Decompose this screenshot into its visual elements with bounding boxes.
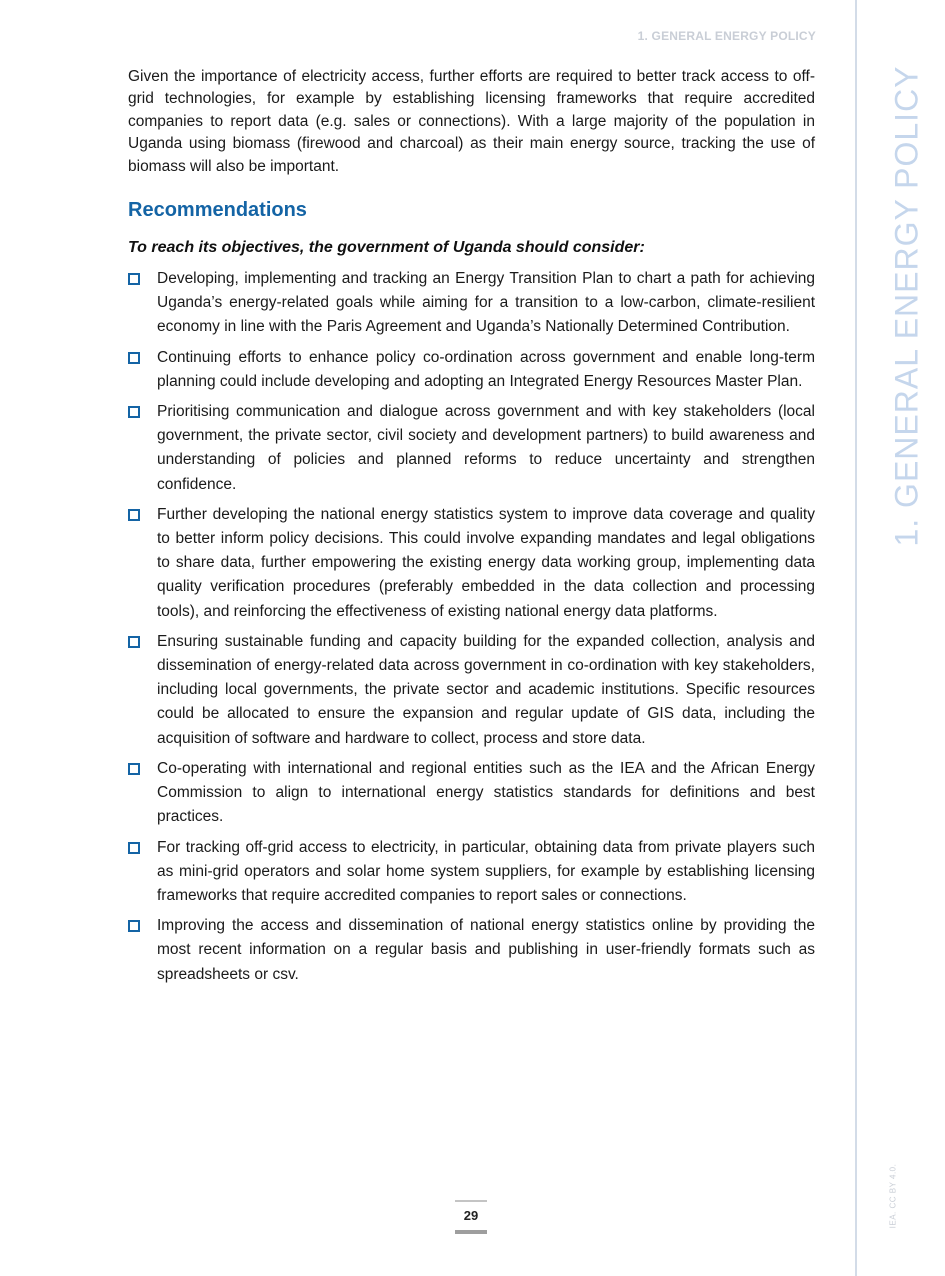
recommendation-text: Prioritising communication and dialogue across government and with key stakeholders (local government, the private sector, civil society and development partners) to build awareness and understanding of policies and planned reforms to reduce uncertainty and strengthen confidence. bbox=[157, 403, 815, 493]
recommendation-item bbox=[128, 914, 815, 987]
square-bullet-icon bbox=[128, 842, 140, 854]
side-divider bbox=[855, 0, 857, 1276]
recommendation-text: Improving the access and dissemination of national energy statistics online by providing the most recent information on a regular basis and publishing in user-friendly formats such as spreadsheets or csv. bbox=[157, 917, 815, 983]
recommendation-text: Co-operating with international and regional entities such as the IEA and the African Energy Commission to align to international energy statistics standards for definitions and best practices. bbox=[157, 759, 815, 826]
recommendations-list bbox=[128, 267, 815, 987]
license-note: IEA. CC BY 4.0. bbox=[888, 1163, 898, 1229]
recommendation-text: For tracking off-grid access to electricity, in particular, obtaining data from private players such as mini-grid operators and solar home system suppliers, for example by establishing licensing frameworks that require accredited companies to report sales or connections. bbox=[157, 838, 815, 904]
square-bullet-icon bbox=[128, 636, 140, 648]
square-bullet-icon bbox=[128, 273, 140, 285]
intro-paragraph: Given the importance of electricity access, further efforts are required to better track access to off-grid technologies, for example by establishing licensing frameworks that require accredited companies to report data (e.g. sales or connections). With a large majority of the population in Uganda using biomass (firewood and charcoal) as their main energy source, tracking the use of biomass will also be important. bbox=[128, 68, 815, 175]
recommendation-text: Ensuring sustainable funding and capacity building for the expanded collection, analysis and dissemination of energy-related data across government in co-ordination with key stakeholders, including local governments, the private sector and academic institutions. Specific resources could be allocated to ensure the expansion and regular update of GIS data, including the acquisition of software and hardware to collect, process and store data. bbox=[157, 632, 815, 747]
recommendation-item bbox=[128, 400, 815, 497]
page-content bbox=[128, 66, 815, 993]
recommendations-heading: Recommendations bbox=[128, 199, 307, 222]
page-number: 29 bbox=[455, 1200, 487, 1234]
square-bullet-icon bbox=[128, 352, 140, 364]
square-bullet-icon bbox=[128, 920, 140, 932]
recommendation-item bbox=[128, 630, 815, 751]
recommendation-item bbox=[128, 346, 815, 394]
recommendation-text: Further developing the national energy statistics system to improve data coverage and quality to better inform policy decisions. This could involve expanding mandates and legal obligations to share data, further empowering the existing energy data working group, implementing data quality verification procedures (preferably embedded in the data collection and processing tools), and reinforcing the effectiveness of existing national energy data platforms. bbox=[157, 505, 815, 620]
running-header: 1. GENERAL ENERGY POLICY bbox=[637, 29, 816, 43]
square-bullet-icon bbox=[128, 406, 140, 418]
recommendation-item bbox=[128, 267, 815, 340]
square-bullet-icon bbox=[128, 763, 140, 775]
recommendation-text: Continuing efforts to enhance policy co-ordination across government and enable long-term planning could include developing and adopting an Integrated Energy Resources Master Plan. bbox=[157, 348, 815, 390]
square-bullet-icon bbox=[128, 509, 140, 521]
recommendation-item bbox=[128, 503, 815, 624]
recommendation-item bbox=[128, 757, 815, 830]
side-chapter-title: 1. GENERAL ENERGY POLICY bbox=[888, 65, 925, 547]
recommendations-lead: To reach its objectives, the government of Uganda should consider: bbox=[128, 239, 645, 257]
recommendation-item bbox=[128, 836, 815, 909]
recommendation-text: Developing, implementing and tracking an Energy Transition Plan to chart a path for achieving Uganda’s energy-related goals while aiming for a transition to a low-carbon, climate-resilient economy in line with the Paris Agreement and Uganda’s Nationally Determined Contribution. bbox=[157, 270, 815, 336]
